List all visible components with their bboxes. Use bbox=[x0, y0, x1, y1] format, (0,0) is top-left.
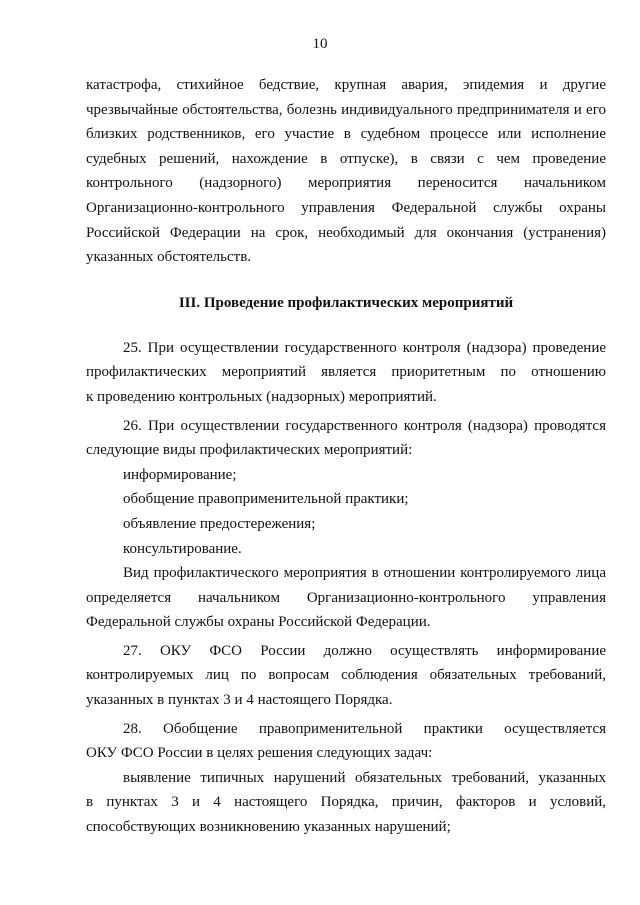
text-line: контрольного (надзорного) мероприятия переносится начальником bbox=[86, 175, 606, 192]
text-line: профилактических мероприятий является приоритетным по отношению bbox=[86, 364, 606, 381]
text-line: 28. Обобщение правоприменительной практики осуществляется bbox=[123, 720, 606, 737]
text-line: определяется начальником Организационно-контрольного управления bbox=[86, 589, 606, 606]
text-line: катастрофа, стихийное бедствие, крупная авария, эпидемия и другие bbox=[86, 77, 606, 93]
list-item: объявление предостережения; bbox=[123, 515, 316, 532]
text-line: чрезвычайные обстоятельства, болезнь индивидуального предпринимателя и его bbox=[86, 101, 606, 118]
paragraph-27 bbox=[86, 639, 606, 713]
text-line: Российской Федерации на срок, необходимый для окончания (устранения) bbox=[86, 224, 606, 241]
section-heading: III. Проведение профилактических мероприятий bbox=[178, 294, 514, 311]
text-line: Вид профилактического мероприятия в отношении контролируемого лица bbox=[123, 565, 606, 582]
text-line: ОКУ ФСО России в целях решения следующих задач: bbox=[86, 745, 433, 762]
text-line: близких родственников, его участие в судебном процессе или исполнение bbox=[86, 126, 606, 143]
text-line: в пунктах 3 и 4 настоящего Порядка, причин, факторов и условий, bbox=[86, 794, 606, 811]
text-line: 26. При осуществлении государственного контроля (надзора) проводятся bbox=[123, 417, 606, 434]
document-body bbox=[86, 73, 606, 840]
text-line: указанных обстоятельств. bbox=[86, 249, 252, 266]
list-item: информирование; bbox=[123, 466, 237, 483]
page-number: 10 bbox=[312, 36, 328, 52]
text-line: к проведению контрольных (надзорных) мероприятий. bbox=[86, 388, 437, 405]
text-line: судебных решений, нахождение в отпуске), в связи с чем проведение bbox=[86, 150, 606, 167]
paragraph-26 bbox=[86, 414, 606, 635]
intro-paragraph bbox=[86, 73, 606, 270]
text-line: Федеральной службы охраны Российской Федерации. bbox=[86, 614, 431, 631]
paragraph-28 bbox=[86, 717, 606, 840]
text-line: 27. ОКУ ФСО России должно осуществлять информирование bbox=[123, 642, 606, 659]
text-line: следующие виды профилактических мероприятий: bbox=[86, 442, 413, 459]
text-line: Организационно-контрольного управления Федеральной службы охраны bbox=[86, 199, 606, 216]
paragraph-25 bbox=[86, 336, 606, 410]
text-line: 25. При осуществлении государственного контроля (надзора) проведение bbox=[123, 339, 606, 356]
list-item: выявление типичных нарушений обязательных требований, указанных bbox=[123, 769, 606, 786]
text-line: способствующих возникновению указанных нарушений; bbox=[86, 819, 451, 836]
list-item: обобщение правоприменительной практики; bbox=[123, 491, 409, 508]
text-line: указанных в пунктах 3 и 4 настоящего Порядка. bbox=[86, 692, 393, 709]
list-item: консультирование. bbox=[123, 540, 242, 557]
text-line: контролируемых лиц по вопросам соблюдения обязательных требований, bbox=[86, 667, 606, 684]
